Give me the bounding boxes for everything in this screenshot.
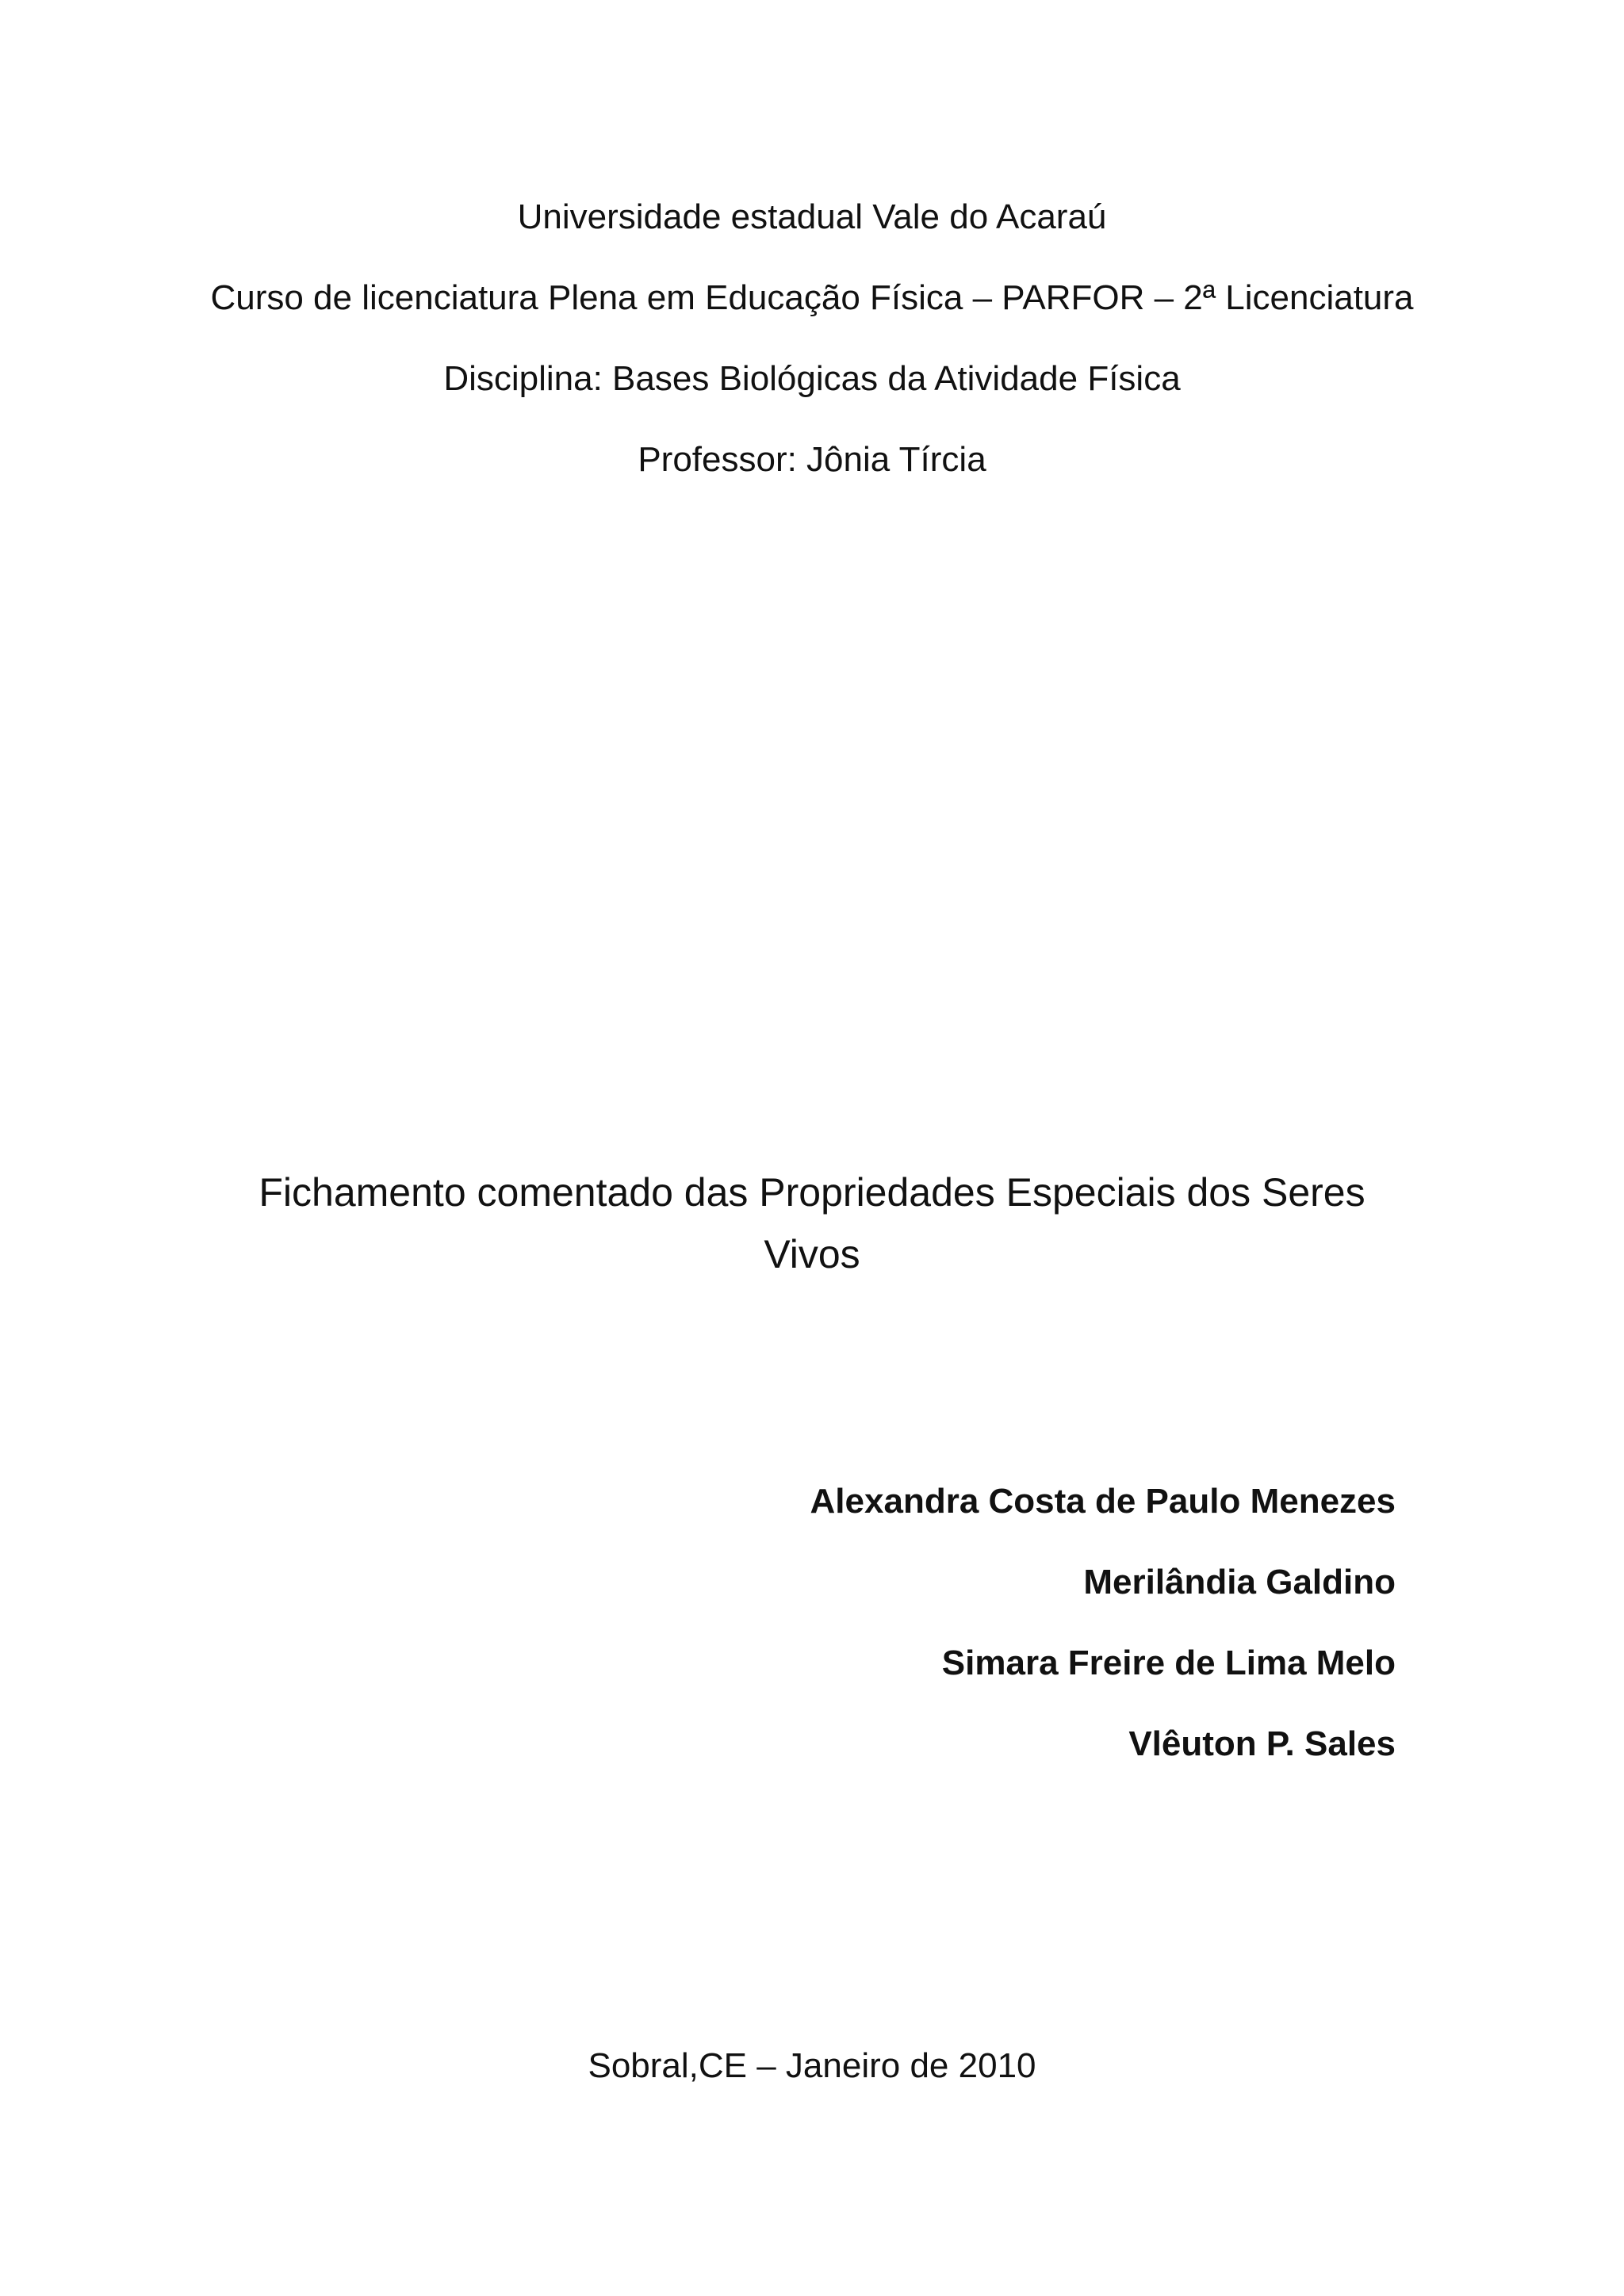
university-name: Universidade estadual Vale do Acaraú: [517, 197, 1107, 236]
document-title-line-1: Fichamento comentado das Propriedades Especiais dos Seres: [259, 1170, 1365, 1215]
document-title: [238, 1161, 1386, 1285]
document-title-line-2: Vivos: [764, 1232, 860, 1276]
course-name: Curso de licenciatura Plena em Educação Física – PARFOR – 2ª Licenciatura: [210, 278, 1414, 317]
author-name: Simara Freire de Lima Melo: [941, 1644, 1396, 1682]
place-and-date: Sobral,CE – Janeiro de 2010: [588, 2046, 1036, 2085]
discipline-name: Disciplina: Bases Biológicas da Atividade Física: [443, 359, 1181, 398]
author-list: [810, 1479, 1396, 1803]
author-name: Alexandra Costa de Paulo Menezes: [810, 1482, 1396, 1521]
author-name: Merilândia Galdino: [1083, 1563, 1396, 1601]
professor-name: Professor: Jônia Tírcia: [638, 440, 986, 479]
author-name: Vlêuton P. Sales: [1128, 1724, 1396, 1763]
